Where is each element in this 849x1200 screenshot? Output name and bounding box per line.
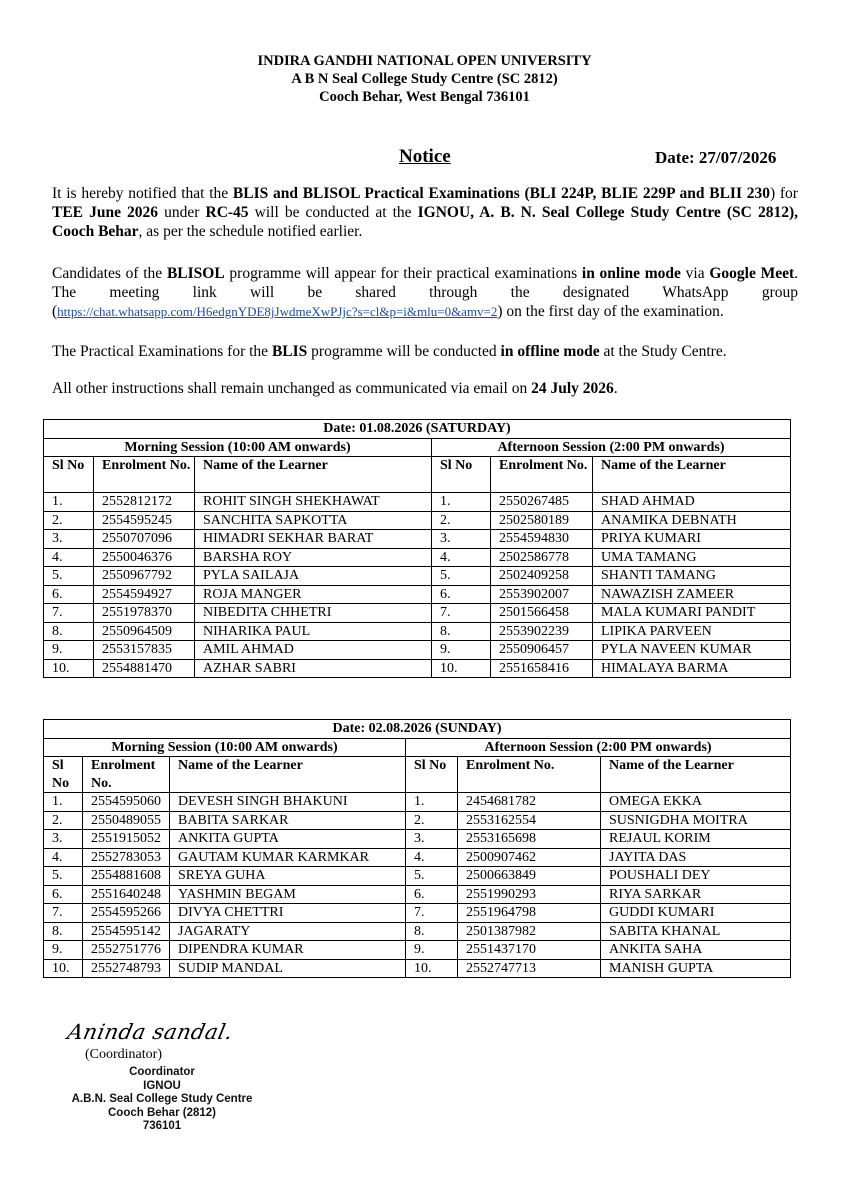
learner-name-cell: AZHAR SABRI xyxy=(195,659,432,678)
learner-name-cell: ANKITA SAHA xyxy=(601,941,791,960)
learner-name-cell: NIBEDITA CHHETRI xyxy=(195,604,432,623)
table-row xyxy=(44,959,791,978)
enrolment-cell: 2551658416 xyxy=(491,659,593,678)
table-row xyxy=(44,830,791,849)
enrolment-cell: 2551915052 xyxy=(83,830,170,849)
enrolment-cell: 2550707096 xyxy=(94,530,195,549)
table-row xyxy=(44,641,791,660)
sl-no-cell: 7. xyxy=(432,604,491,623)
study-centre-address: Cooch Behar, West Bengal 736101 xyxy=(319,89,530,105)
enrolment-cell: 2501566458 xyxy=(491,604,593,623)
sl-no-cell: 8. xyxy=(432,622,491,641)
sl-no-cell: 5. xyxy=(406,867,458,886)
enrolment-cell: 2553165698 xyxy=(458,830,601,849)
table-row xyxy=(44,511,791,530)
enrolment-cell: 2551990293 xyxy=(458,885,601,904)
table-row xyxy=(44,867,791,886)
stamp-line: A.B.N. Seal College Study Centre xyxy=(71,1093,253,1105)
afternoon-session-label: Afternoon Session (2:00 PM onwards) xyxy=(432,438,791,457)
sl-no-cell: 2. xyxy=(44,811,83,830)
enrolment-cell: 2500663849 xyxy=(458,867,601,886)
table-row xyxy=(44,493,791,512)
sl-no-cell: 10. xyxy=(44,659,94,678)
sl-no-cell: 6. xyxy=(44,585,94,604)
enrolment-cell: 2550046376 xyxy=(94,548,195,567)
enrolment-cell: 2554594830 xyxy=(491,530,593,549)
notice-title: Notice xyxy=(399,146,451,167)
col-header-learner-name: Name of the Learner xyxy=(601,757,791,793)
sl-no-cell: 6. xyxy=(44,885,83,904)
stamp-line: IGNOU xyxy=(143,1079,181,1092)
table-row xyxy=(44,904,791,923)
sl-no-cell: 8. xyxy=(44,622,94,641)
afternoon-session-label: Afternoon Session (2:00 PM onwards) xyxy=(406,738,791,757)
table-row xyxy=(44,793,791,812)
sl-no-cell: 5. xyxy=(44,867,83,886)
learner-name-cell: DIVYA CHETTRI xyxy=(170,904,406,923)
learner-name-cell: POUSHALI DEY xyxy=(601,867,791,886)
learner-name-cell: SABITA KHANAL xyxy=(601,922,791,941)
learner-name-cell: ROJA MANGER xyxy=(195,585,432,604)
col-header-learner-name: Name of the Learner xyxy=(195,457,432,493)
learner-name-cell: NIHARIKA PAUL xyxy=(195,622,432,641)
university-name: INDIRA GANDHI NATIONAL OPEN UNIVERSITY xyxy=(257,53,592,69)
sl-no-cell: 6. xyxy=(406,885,458,904)
learner-name-cell: SANCHITA SAPKOTTA xyxy=(195,511,432,530)
sl-no-cell: 2. xyxy=(432,511,491,530)
col-header-sl-no: Sl No xyxy=(432,457,491,493)
sl-no-cell: 5. xyxy=(432,567,491,586)
enrolment-cell: 2502586778 xyxy=(491,548,593,567)
sl-no-cell: 4. xyxy=(44,548,94,567)
learner-name-cell: YASHMIN BEGAM xyxy=(170,885,406,904)
learner-name-cell: SUSNIGDHA MOITRA xyxy=(601,811,791,830)
sl-no-cell: 9. xyxy=(44,941,83,960)
learner-name-cell: LIPIKA PARVEEN xyxy=(593,622,791,641)
enrolment-cell: 2552783053 xyxy=(83,848,170,867)
learner-name-cell: SHANTI TAMANG xyxy=(593,567,791,586)
table-row xyxy=(44,622,791,641)
sl-no-cell: 1. xyxy=(432,493,491,512)
sl-no-cell: 3. xyxy=(44,830,83,849)
enrolment-cell: 2553902239 xyxy=(491,622,593,641)
learner-name-cell: PYLA SAILAJA xyxy=(195,567,432,586)
enrolment-cell: 2550967792 xyxy=(94,567,195,586)
learner-name-cell: DEVESH SINGH BHAKUNI xyxy=(170,793,406,812)
learner-name-cell: MALA KUMARI PANDIT xyxy=(593,604,791,623)
col-header-enrolment: Enrolment No. xyxy=(491,457,593,493)
sl-no-cell: 4. xyxy=(44,848,83,867)
paragraph-offline-mode: The Practical Examinations for the BLIS programme will be conducted in offline mode at the Study Centre. xyxy=(52,343,727,360)
sl-no-cell: 10. xyxy=(44,959,83,978)
sl-no-cell: 3. xyxy=(44,530,94,549)
enrolment-cell: 2554595142 xyxy=(83,922,170,941)
enrolment-cell: 2550489055 xyxy=(83,811,170,830)
enrolment-cell: 2551640248 xyxy=(83,885,170,904)
table-row xyxy=(44,530,791,549)
enrolment-cell: 2552748793 xyxy=(83,959,170,978)
learner-name-cell: ANKITA GUPTA xyxy=(170,830,406,849)
learner-name-cell: HIMALAYA BARMA xyxy=(593,659,791,678)
stamp-line: Coordinator xyxy=(129,1066,195,1078)
enrolment-cell: 2553162554 xyxy=(458,811,601,830)
morning-session-label: Morning Session (10:00 AM onwards) xyxy=(44,738,406,757)
enrolment-cell: 2554881470 xyxy=(94,659,195,678)
enrolment-cell: 2501387982 xyxy=(458,922,601,941)
learner-name-cell: ANAMIKA DEBNATH xyxy=(593,511,791,530)
col-header-enrolment: Enrolment No. xyxy=(458,757,601,793)
learner-name-cell: JAGARATY xyxy=(170,922,406,941)
learner-name-cell: PRIYA KUMARI xyxy=(593,530,791,549)
sl-no-cell: 1. xyxy=(44,793,83,812)
learner-name-cell: BARSHA ROY xyxy=(195,548,432,567)
sl-no-cell: 9. xyxy=(44,641,94,660)
sl-no-cell: 7. xyxy=(44,904,83,923)
enrolment-cell: 2500907462 xyxy=(458,848,601,867)
learner-name-cell: NAWAZISH ZAMEER xyxy=(593,585,791,604)
sl-no-cell: 3. xyxy=(406,830,458,849)
schedule-date: Date: 01.08.2026 (SATURDAY) xyxy=(44,420,791,439)
learner-name-cell: GUDDI KUMARI xyxy=(601,904,791,923)
learner-name-cell: REJAUL KORIM xyxy=(601,830,791,849)
table-row xyxy=(44,604,791,623)
table-row xyxy=(44,941,791,960)
learner-name-cell: ROHIT SINGH SHEKHAWAT xyxy=(195,493,432,512)
table-row xyxy=(44,548,791,567)
table-row xyxy=(44,848,791,867)
stamp-line: 736101 xyxy=(142,1120,182,1132)
enrolment-cell: 2454681782 xyxy=(458,793,601,812)
sl-no-cell: 2. xyxy=(44,511,94,530)
sl-no-cell: 8. xyxy=(406,922,458,941)
col-header-learner-name: Name of the Learner xyxy=(170,757,406,793)
col-header-sl-no: Sl No xyxy=(406,757,458,793)
learner-name-cell: OMEGA EKKA xyxy=(601,793,791,812)
paragraph-other-instructions: All other instructions shall remain unchanged as communicated via email on 24 July 2026. xyxy=(52,380,618,397)
enrolment-cell: 2502580189 xyxy=(491,511,593,530)
sl-no-cell: 9. xyxy=(406,941,458,960)
sl-no-cell: 7. xyxy=(44,604,94,623)
enrolment-cell: 2553157835 xyxy=(94,641,195,660)
sl-no-cell: 8. xyxy=(44,922,83,941)
learner-name-cell: SREYA GUHA xyxy=(170,867,406,886)
learner-name-cell: GAUTAM KUMAR KARMKAR xyxy=(170,848,406,867)
sl-no-cell: 10. xyxy=(432,659,491,678)
learner-name-cell: PYLA NAVEEN KUMAR xyxy=(593,641,791,660)
sl-no-cell: 1. xyxy=(44,493,94,512)
table-row xyxy=(44,811,791,830)
official-stamp xyxy=(62,1066,262,1134)
morning-session-label: Morning Session (10:00 AM onwards) xyxy=(44,438,432,457)
sl-no-cell: 4. xyxy=(432,548,491,567)
col-header-enrolment: Enrolment No. xyxy=(83,757,170,793)
learner-name-cell: DIPENDRA KUMAR xyxy=(170,941,406,960)
table-row xyxy=(44,922,791,941)
learner-name-cell: SHAD AHMAD xyxy=(593,493,791,512)
enrolment-cell: 2552751776 xyxy=(83,941,170,960)
sl-no-cell: 5. xyxy=(44,567,94,586)
sl-no-cell: 1. xyxy=(406,793,458,812)
col-header-learner-name: Name of the Learner xyxy=(593,457,791,493)
sl-no-cell: 4. xyxy=(406,848,458,867)
coordinator-designation: (Coordinator) xyxy=(85,1047,162,1062)
learner-name-cell: SUDIP MANDAL xyxy=(170,959,406,978)
coordinator-signature: Aninda sandal. xyxy=(65,1020,236,1044)
enrolment-cell: 2551437170 xyxy=(458,941,601,960)
table-row xyxy=(44,567,791,586)
enrolment-cell: 2554594927 xyxy=(94,585,195,604)
sl-no-cell: 2. xyxy=(406,811,458,830)
paragraph-online-mode: Candidates of the BLISOL programme will appear for their practical examinations in online mode via Google Meet. The meeting link will be shared through the designated WhatsApp group (https://chat.whatsapp.com/H6edgnYDE8jJwdmeXwPJjc?s=cl&p=i&mlu=0&amv=2) on the first day of the examination. xyxy=(52,265,798,320)
schedule-date: Date: 02.08.2026 (SUNDAY) xyxy=(44,720,791,739)
institution-header xyxy=(0,52,849,106)
enrolment-cell: 2550906457 xyxy=(491,641,593,660)
col-header-sl-no: Sl No xyxy=(44,457,94,493)
sl-no-cell: 3. xyxy=(432,530,491,549)
sl-no-cell: 6. xyxy=(432,585,491,604)
enrolment-cell: 2551964798 xyxy=(458,904,601,923)
whatsapp-group-link[interactable]: https://chat.whatsapp.com/H6edgnYDE8jJwdmeXwPJjc?s=cl&p=i&mlu=0&amv=2 xyxy=(57,304,498,319)
col-header-enrolment: Enrolment No. xyxy=(94,457,195,493)
enrolment-cell: 2550964509 xyxy=(94,622,195,641)
notice-date: Date: 27/07/2026 xyxy=(655,148,777,167)
paragraph-exam-announcement: It is hereby notified that the BLIS and BLISOL Practical Examinations (BLI 224P, BLIE 229P and BLII 230) for TEE June 2026 under RC-45 will be conducted at the IGNOU, A. B. N. Seal College Study Centre (SC 2812), Cooch Behar, as per the schedule notified earlier. xyxy=(52,185,798,240)
study-centre-name: A B N Seal College Study Centre (SC 2812) xyxy=(291,71,558,87)
enrolment-cell: 2553902007 xyxy=(491,585,593,604)
stamp-line: Cooch Behar (2812) xyxy=(107,1106,216,1119)
enrolment-cell: 2502409258 xyxy=(491,567,593,586)
enrolment-cell: 2554595266 xyxy=(83,904,170,923)
table-row xyxy=(44,659,791,678)
enrolment-cell: 2554595245 xyxy=(94,511,195,530)
table-row xyxy=(44,585,791,604)
learner-name-cell: AMIL AHMAD xyxy=(195,641,432,660)
enrolment-cell: 2554595060 xyxy=(83,793,170,812)
learner-name-cell: JAYITA DAS xyxy=(601,848,791,867)
learner-name-cell: RIYA SARKAR xyxy=(601,885,791,904)
table-row xyxy=(44,885,791,904)
learner-name-cell: MANISH GUPTA xyxy=(601,959,791,978)
enrolment-cell: 2550267485 xyxy=(491,493,593,512)
sl-no-cell: 10. xyxy=(406,959,458,978)
enrolment-cell: 2552812172 xyxy=(94,493,195,512)
col-header-sl-no: Sl No xyxy=(44,757,83,793)
learner-name-cell: UMA TAMANG xyxy=(593,548,791,567)
enrolment-cell: 2554881608 xyxy=(83,867,170,886)
learner-name-cell: BABITA SARKAR xyxy=(170,811,406,830)
learner-name-cell: HIMADRI SEKHAR BARAT xyxy=(195,530,432,549)
sl-no-cell: 7. xyxy=(406,904,458,923)
enrolment-cell: 2551978370 xyxy=(94,604,195,623)
enrolment-cell: 2552747713 xyxy=(458,959,601,978)
schedule-table-sunday xyxy=(43,719,791,978)
schedule-table-saturday xyxy=(43,419,791,678)
sl-no-cell: 9. xyxy=(432,641,491,660)
